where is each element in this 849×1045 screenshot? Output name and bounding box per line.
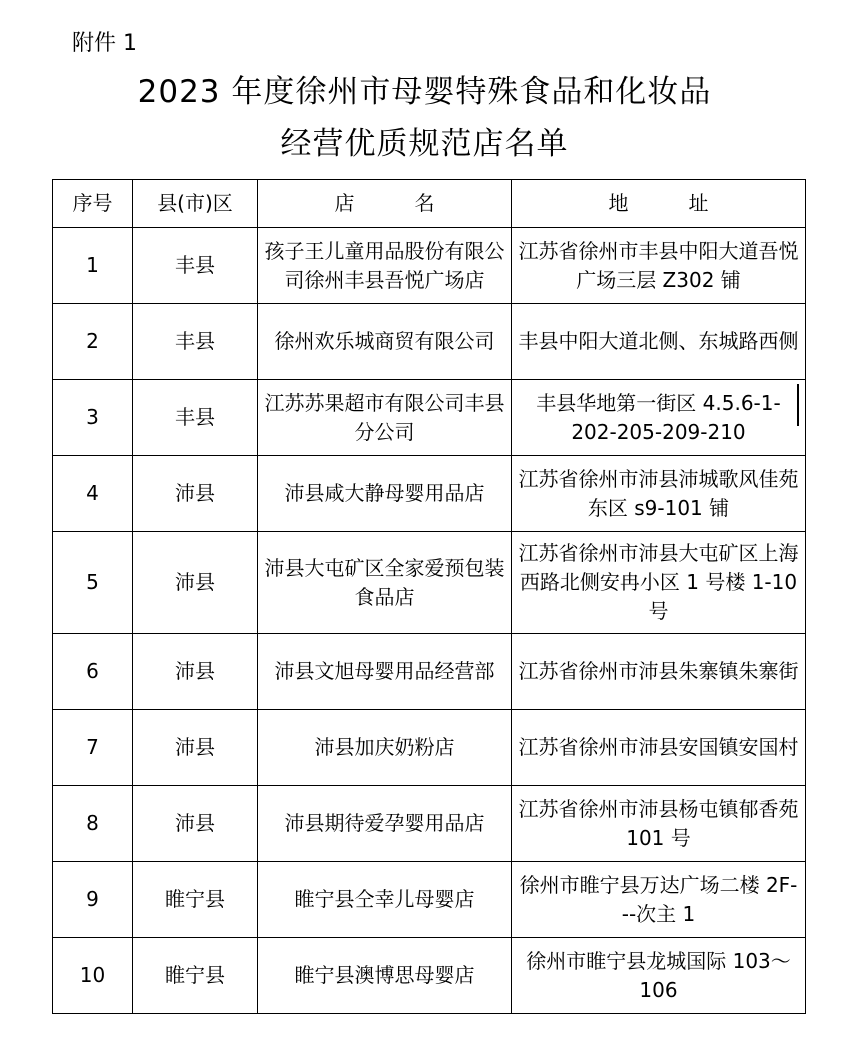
cell-store-name: 沛县期待爱孕婴用品店 xyxy=(258,786,512,862)
store-list-table xyxy=(52,179,806,1014)
table-header-row xyxy=(53,180,806,228)
cell-store-name: 沛县文旭母婴用品经营部 xyxy=(258,634,512,710)
cell-address: 江苏省徐州市沛县安国镇安国村 xyxy=(512,710,806,786)
cell-county: 沛县 xyxy=(133,532,258,634)
cell-county: 睢宁县 xyxy=(133,862,258,938)
cell-seq: 10 xyxy=(53,938,133,1014)
table-row xyxy=(53,938,806,1014)
cell-store-name: 沛县咸大静母婴用品店 xyxy=(258,456,512,532)
table-row xyxy=(53,634,806,710)
table-row xyxy=(53,228,806,304)
cell-address: 江苏省徐州市沛县杨屯镇郁香苑 101 号 xyxy=(512,786,806,862)
header-county: 县(市)区 xyxy=(133,180,258,228)
table-row xyxy=(53,456,806,532)
cell-seq: 5 xyxy=(53,532,133,634)
cell-county: 丰县 xyxy=(133,380,258,456)
table-row xyxy=(53,862,806,938)
cell-county: 丰县 xyxy=(133,228,258,304)
table-row xyxy=(53,380,806,456)
cell-seq: 8 xyxy=(53,786,133,862)
cell-county: 沛县 xyxy=(133,710,258,786)
header-store-name: 店 名 xyxy=(258,180,512,228)
cell-address: 江苏省徐州市沛县大屯矿区上海西路北侧安冉小区 1 号楼 1-10 号 xyxy=(512,532,806,634)
cell-store-name: 睢宁县仝幸儿母婴店 xyxy=(258,862,512,938)
cell-address: 丰县华地第一街区 4.5.6-1-202-205-209-210 xyxy=(512,380,806,456)
cell-seq: 6 xyxy=(53,634,133,710)
cell-county: 丰县 xyxy=(133,304,258,380)
cell-county: 沛县 xyxy=(133,456,258,532)
table-row xyxy=(53,786,806,862)
table-row xyxy=(53,710,806,786)
cell-seq: 7 xyxy=(53,710,133,786)
cell-store-name: 孩子王儿童用品股份有限公司徐州丰县吾悦广场店 xyxy=(258,228,512,304)
document-title-line2: 经营优质规范店名单 xyxy=(280,126,569,162)
cell-store-name: 徐州欢乐城商贸有限公司 xyxy=(258,304,512,380)
cell-seq: 4 xyxy=(53,456,133,532)
attachment-label: 附件 1 xyxy=(72,31,137,56)
cell-county: 沛县 xyxy=(133,786,258,862)
cell-address: 江苏省徐州市沛县沛城歌风佳苑东区 s9-101 铺 xyxy=(512,456,806,532)
cell-address: 徐州市睢宁县龙城国际 103～106 xyxy=(512,938,806,1014)
cell-store-name: 沛县加庆奶粉店 xyxy=(258,710,512,786)
cell-store-name: 江苏苏果超市有限公司丰县分公司 xyxy=(258,380,512,456)
cell-address: 丰县中阳大道北侧、东城路西侧 xyxy=(512,304,806,380)
cell-address: 江苏省徐州市丰县中阳大道吾悦广场三层 Z302 铺 xyxy=(512,228,806,304)
header-seq: 序号 xyxy=(53,180,133,228)
cell-county: 睢宁县 xyxy=(133,938,258,1014)
cell-county: 沛县 xyxy=(133,634,258,710)
document-title-line1: 2023 年度徐州市母婴特殊食品和化妆品 xyxy=(137,74,712,110)
table-row xyxy=(53,304,806,380)
cell-seq: 2 xyxy=(53,304,133,380)
cell-address: 徐州市睢宁县万达广场二楼 2F---次主 1 xyxy=(512,862,806,938)
header-address: 地 址 xyxy=(512,180,806,228)
cell-store-name: 沛县大屯矿区全家爱预包装食品店 xyxy=(258,532,512,634)
cell-seq: 1 xyxy=(53,228,133,304)
cell-seq: 9 xyxy=(53,862,133,938)
cell-store-name: 睢宁县澳博思母婴店 xyxy=(258,938,512,1014)
cell-seq: 3 xyxy=(53,380,133,456)
table-row xyxy=(53,532,806,634)
scan-edge-mark xyxy=(797,384,799,426)
cell-address: 江苏省徐州市沛县朱寨镇朱寨街 xyxy=(512,634,806,710)
